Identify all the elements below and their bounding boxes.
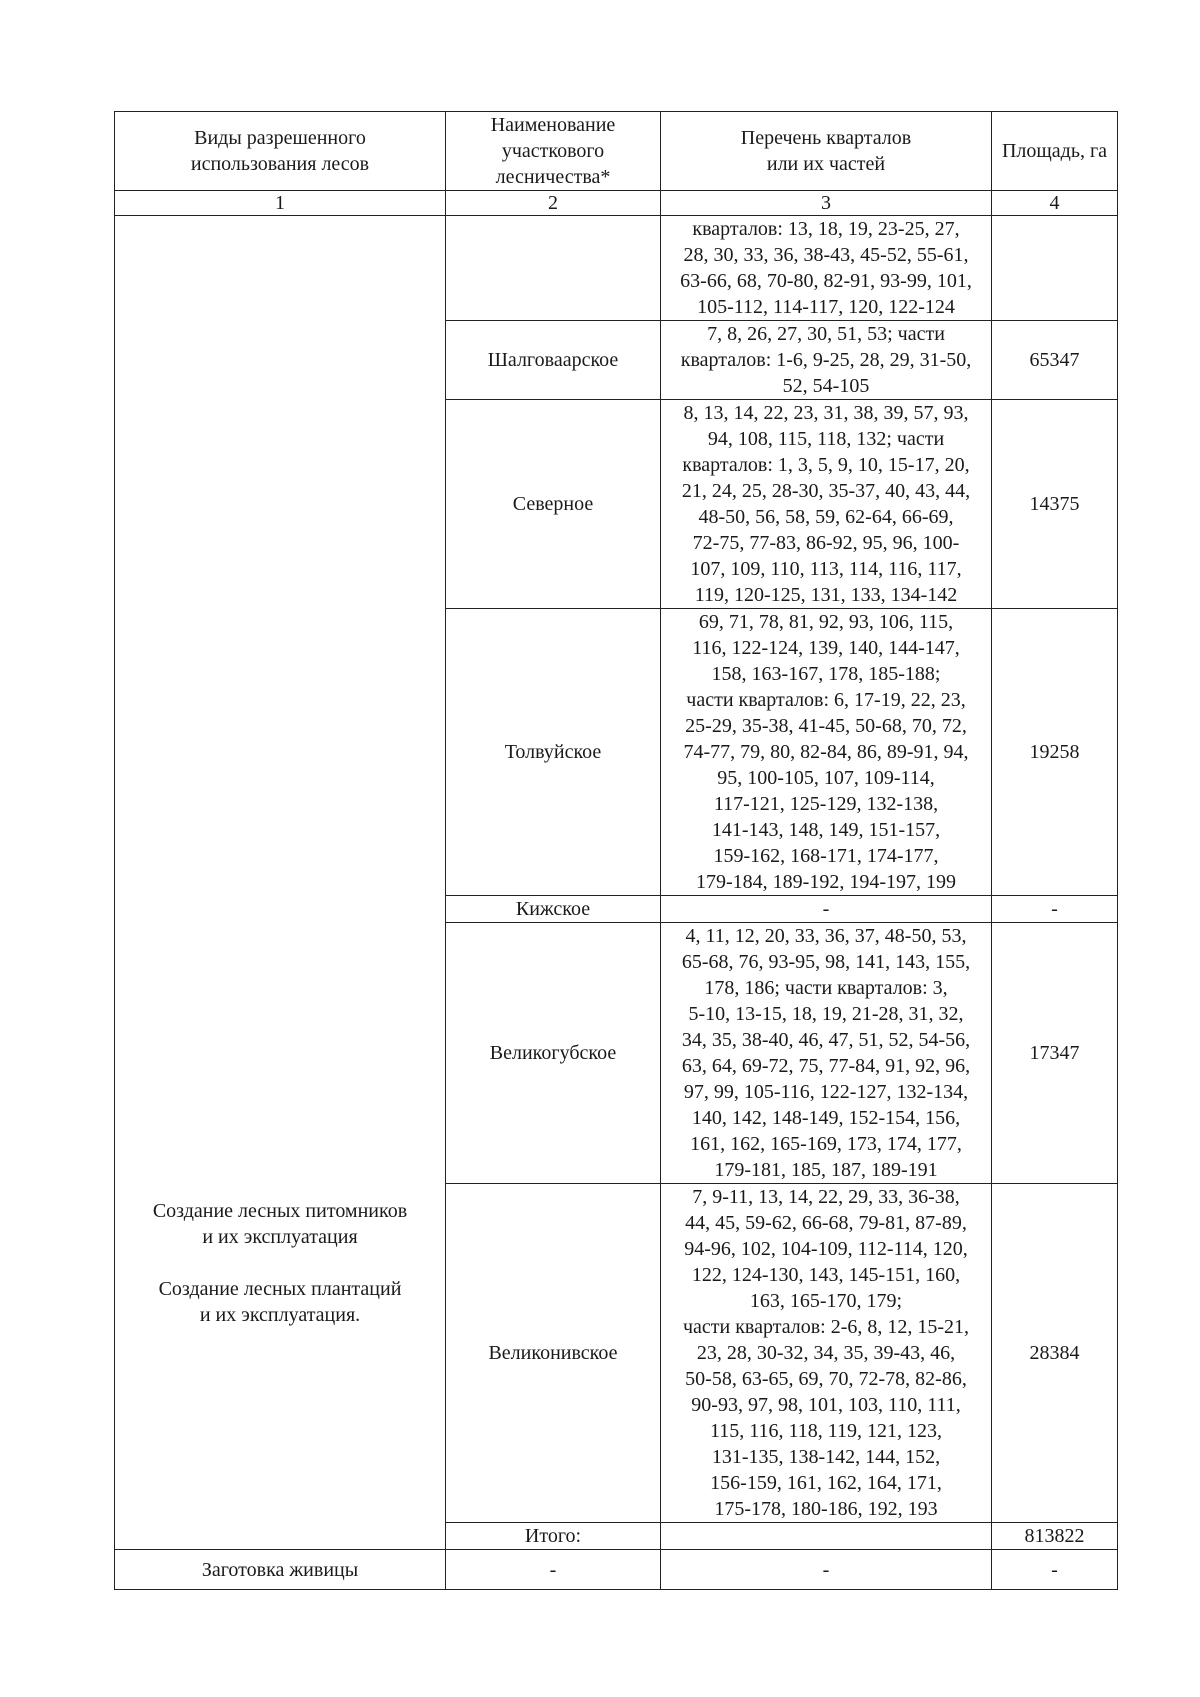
quarters-list <box>661 896 992 923</box>
district-name: Кижское <box>446 896 661 923</box>
quarters-line: 7, 8, 26, 27, 30, 51, 53; части <box>707 323 945 345</box>
quarters-line: 23, 28, 30-32, 34, 35, 39-43, 46, <box>696 1342 956 1364</box>
quarters-list <box>661 321 992 400</box>
quarters-line: 28, 30, 33, 36, 38-43, 45-52, 55-61, <box>683 244 969 266</box>
quarters-line: кварталов: 1, 3, 5, 9, 10, 15-17, 20, <box>682 454 970 476</box>
quarters-line: кварталов: 13, 18, 19, 23-25, 27, <box>692 218 960 240</box>
quarters-line: кварталов: 1-6, 9-25, 28, 29, 31-50, <box>680 349 972 371</box>
quarters-line: 8, 13, 14, 22, 23, 31, 38, 39, 57, 93, <box>683 402 969 424</box>
quarters-line: 5-10, 13-15, 18, 19, 21-28, 31, 32, <box>688 1003 964 1025</box>
area-value: 65347 <box>992 321 1118 400</box>
quarters-line: 163, 165-170, 179; <box>749 1290 903 1312</box>
district-name: Великогубское <box>446 923 661 1184</box>
quarters-list <box>661 1184 992 1523</box>
quarters-line: 90-93, 97, 98, 101, 103, 110, 111, <box>691 1394 961 1416</box>
quarters-line: 159-162, 168-171, 174-177, <box>713 845 939 867</box>
quarters-line: 34, 35, 38-40, 46, 47, 51, 52, 54-56, <box>681 1029 971 1051</box>
quarters-line: 122, 124-130, 143, 145-151, 160, <box>691 1264 961 1286</box>
quarters-line: 21, 24, 25, 28-30, 35-37, 40, 43, 44, <box>681 480 971 502</box>
use-type-line: Создание лесных плантаций <box>158 1277 402 1300</box>
use-type-line: и их эксплуатация <box>202 1225 358 1248</box>
quarters-line: 115, 116, 118, 119, 121, 123, <box>709 1420 943 1442</box>
header-row <box>115 112 1118 191</box>
header-quarters-list: Перечень кварталов или их частей <box>661 112 992 191</box>
quarters-line: 4, 11, 12, 20, 33, 36, 37, 48-50, 53, <box>685 925 967 947</box>
area-value <box>992 216 1118 321</box>
quarters-list <box>661 923 992 1184</box>
use-type-line: Создание лесных питомников <box>152 1199 408 1222</box>
use-type-line: и их эксплуатация. <box>199 1303 361 1326</box>
total-area: 813822 <box>992 1523 1118 1550</box>
quarters-line: части кварталов: 2-6, 8, 12, 15-21, <box>682 1316 970 1338</box>
quarters-line: 44, 45, 59-62, 66-68, 79-81, 87-89, <box>685 1212 967 1234</box>
quarters-line: 25-29, 35-38, 41-45, 50-68, 70, 72, <box>685 715 967 737</box>
header-area: Площадь, га <box>992 112 1118 191</box>
quarters-line: 116, 122-124, 139, 140, 144-147, <box>692 637 960 659</box>
quarters-line: 179-181, 185, 187, 189-191 <box>714 1159 938 1181</box>
quarters-line: 119, 120-125, 131, 133, 134-142 <box>694 584 958 606</box>
quarters-line: 69, 71, 78, 81, 92, 93, 106, 115, <box>698 611 954 633</box>
column-number: 4 <box>992 191 1118 216</box>
quarters-line: 7, 9-11, 13, 14, 22, 29, 33, 36-38, <box>692 1186 960 1208</box>
quarters-line: 141-143, 148, 149, 151-157, <box>711 819 941 841</box>
district-name: Северное <box>446 400 661 609</box>
quarters-line: 94-96, 102, 104-109, 112-114, 120, <box>684 1238 968 1260</box>
quarters-line: 52, 54-105 <box>782 375 870 397</box>
quarters-line: - <box>822 898 830 920</box>
column-number: 1 <box>115 191 446 216</box>
quarters-line: 140, 142, 148-149, 152-154, 156, <box>691 1107 961 1129</box>
use-type-cell: Заготовка живицы <box>115 1550 446 1590</box>
district-name: Толвуйское <box>446 609 661 896</box>
total-label: Итого: <box>446 1523 661 1550</box>
quarters-line: 65-68, 76, 93-95, 98, 141, 143, 155, <box>681 951 971 973</box>
quarters-line: 94, 108, 115, 118, 132; части <box>707 428 945 450</box>
column-number: 2 <box>446 191 661 216</box>
quarters-line: 117-121, 125-129, 132-138, <box>713 793 939 815</box>
quarters-list <box>661 216 992 321</box>
quarters-line: 63-66, 68, 70-80, 82-91, 93-99, 101, <box>680 270 972 292</box>
quarters-list: - <box>661 1550 992 1590</box>
quarters-line: 72-75, 77-83, 86-92, 95, 96, 100- <box>692 532 960 554</box>
area-value: 14375 <box>992 400 1118 609</box>
header-use-type: Виды разрешенного использования лесов <box>115 112 446 191</box>
header-district-name: Наименование участкового лесничества* <box>446 112 661 191</box>
area-value: 19258 <box>992 609 1118 896</box>
quarters-line: 48-50, 56, 58, 59, 62-64, 66-69, <box>698 506 954 528</box>
quarters-line: 50-58, 63-65, 69, 70, 72-78, 82-86, <box>685 1368 967 1390</box>
spacer <box>117 1250 443 1276</box>
quarters-line: 95, 100-105, 107, 109-114, <box>717 767 935 789</box>
total-quarters <box>661 1523 992 1550</box>
table-row <box>115 216 1118 321</box>
quarters-line: 63, 64, 69-72, 75, 77-84, 91, 92, 96, <box>681 1055 971 1077</box>
quarters-line: 97, 99, 105-116, 122-127, 132-134, <box>683 1081 969 1103</box>
quarters-line: 158, 163-167, 178, 185-188; <box>711 663 941 685</box>
area-value: 17347 <box>992 923 1118 1184</box>
quarters-line: 179-184, 189-192, 194-197, 199 <box>696 871 956 893</box>
quarters-line: 74-77, 79, 80, 82-84, 86, 89-91, 94, <box>683 741 969 763</box>
resin-row <box>115 1550 1118 1590</box>
quarters-line: части кварталов: 6, 17-19, 22, 23, <box>686 689 966 711</box>
quarters-line: 178, 186; части кварталов: 3, <box>704 977 948 999</box>
district-name: Шалговаарское <box>446 321 661 400</box>
district-name: - <box>446 1550 661 1590</box>
quarters-line: 107, 109, 110, 113, 114, 116, 117, <box>690 558 962 580</box>
quarters-line: 175-178, 180-186, 192, 193 <box>714 1498 938 1520</box>
district-name: Великонивское <box>446 1184 661 1523</box>
use-type-cell <box>115 216 446 1550</box>
column-number-row <box>115 191 1118 216</box>
forest-use-table <box>114 111 1118 1590</box>
quarters-line: 161, 162, 165-169, 173, 174, 177, <box>690 1133 962 1155</box>
quarters-line: 131-135, 138-142, 144, 152, <box>711 1446 941 1468</box>
area-value: - <box>992 1550 1118 1590</box>
column-number: 3 <box>661 191 992 216</box>
quarters-line: 105-112, 114-117, 120, 122-124 <box>697 296 955 318</box>
district-name <box>446 216 661 321</box>
area-value: - <box>992 896 1118 923</box>
quarters-list <box>661 609 992 896</box>
quarters-list <box>661 400 992 609</box>
area-value: 28384 <box>992 1184 1118 1523</box>
quarters-line: 156-159, 161, 162, 164, 171, <box>710 1472 942 1494</box>
